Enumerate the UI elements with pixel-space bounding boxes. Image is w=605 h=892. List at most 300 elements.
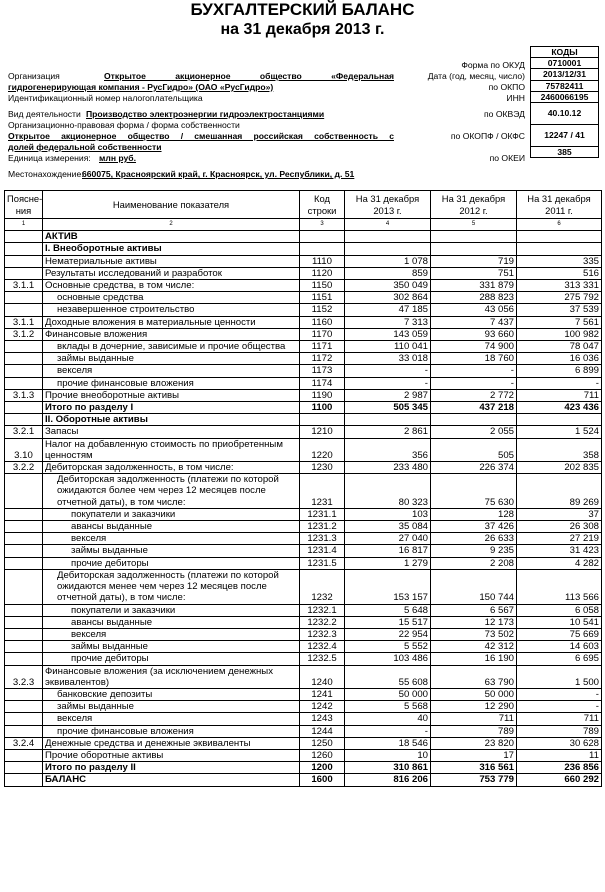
indicator-name-cell: Запасы [43, 426, 300, 438]
note-cell [5, 508, 43, 520]
value-2011-cell: 275 792 [517, 292, 602, 304]
note-cell [5, 701, 43, 713]
value-2012-cell: 12 173 [431, 616, 517, 628]
table-row [5, 474, 602, 509]
table-row [5, 749, 602, 761]
line-code-cell: 1171 [300, 341, 345, 353]
indicator-name-cell: прочие финансовые вложения [43, 725, 300, 737]
value-2011-cell: 27 219 [517, 533, 602, 545]
indicator-name-cell: займы выданные [43, 641, 300, 653]
table-row [5, 641, 602, 653]
value-2011-cell: 26 308 [517, 521, 602, 533]
value-2011-cell: 236 856 [517, 762, 602, 774]
note-cell [5, 402, 43, 414]
note-cell [5, 231, 43, 243]
indicator-name-cell: займы выданные [43, 545, 300, 557]
indicator-name-cell: незавершенное строительство [43, 304, 300, 316]
table-row [5, 231, 602, 243]
table-row [5, 628, 602, 640]
value-2013-cell: 816 206 [345, 774, 431, 786]
value-2012-cell: 331 879 [431, 280, 517, 292]
table-row [5, 508, 602, 520]
value-2011-cell: 789 [517, 725, 602, 737]
value-2011-cell: 75 669 [517, 628, 602, 640]
note-cell [5, 304, 43, 316]
value-2011-cell: - [517, 688, 602, 700]
note-cell [5, 688, 43, 700]
value-2012-cell [431, 414, 517, 426]
table-row [5, 701, 602, 713]
value-2012-cell: 753 779 [431, 774, 517, 786]
value-2012-cell: 2 772 [431, 389, 517, 401]
indicator-name-cell: АКТИВ [43, 231, 300, 243]
indicator-name-cell: Налог на добавленную стоимость по приобретенным ценностям [43, 438, 300, 461]
indicator-name-cell: вклады в дочерние, зависимые и прочие общества [43, 341, 300, 353]
note-cell [5, 243, 43, 255]
indicator-name-cell: векселя [43, 365, 300, 377]
codes-table [530, 46, 599, 158]
note-cell: 3.1.3 [5, 389, 43, 401]
table-row [5, 737, 602, 749]
code-okved: 40.10.12 [531, 102, 599, 124]
table-row [5, 545, 602, 557]
activity-value: Производство электроэнергии гидроэлектростанциями [86, 109, 325, 119]
value-2011-cell: 16 036 [517, 353, 602, 365]
document-title: БУХГАЛТЕРСКИЙ БАЛАНС [190, 0, 415, 19]
header-line-code: Код строки [300, 191, 345, 219]
line-code-cell: 1231 [300, 474, 345, 509]
value-2012-cell: 23 820 [431, 737, 517, 749]
value-2012-cell: 50 000 [431, 688, 517, 700]
line-code-cell: 1600 [300, 774, 345, 786]
value-2013-cell: 33 018 [345, 353, 431, 365]
line-code-cell: 1172 [300, 353, 345, 365]
value-2013-cell: 7 313 [345, 316, 431, 328]
value-2013-cell: 40 [345, 713, 431, 725]
table-row [5, 402, 602, 414]
index-cell: 4 [345, 219, 431, 231]
note-cell [5, 641, 43, 653]
note-cell: 3.10 [5, 438, 43, 461]
value-2011-cell: 31 423 [517, 545, 602, 557]
value-2013-cell: 1 279 [345, 557, 431, 569]
line-code-cell: 1232.1 [300, 604, 345, 616]
value-2012-cell: 74 900 [431, 341, 517, 353]
value-2013-cell: 302 864 [345, 292, 431, 304]
value-2013-cell: 2 987 [345, 389, 431, 401]
note-cell [5, 255, 43, 267]
line-code-cell: 1231.1 [300, 508, 345, 520]
line-code-cell: 1242 [300, 701, 345, 713]
value-2012-cell: - [431, 365, 517, 377]
note-cell [5, 569, 43, 604]
note-cell: 3.2.4 [5, 737, 43, 749]
indicator-name-cell: Финансовые вложения (за исключением денежных эквивалентов) [43, 665, 300, 688]
table-row [5, 438, 602, 461]
address-label: Местонахождение: [8, 169, 84, 179]
value-2013-cell [345, 231, 431, 243]
line-code-cell: 1232.4 [300, 641, 345, 653]
value-2013-cell: 22 954 [345, 628, 431, 640]
table-row [5, 688, 602, 700]
value-2012-cell: 226 374 [431, 462, 517, 474]
label-inn: ИНН [506, 93, 525, 103]
legal-form-line1: Открытое акционерное общество / смешанная российская собственность с [8, 131, 394, 141]
note-cell [5, 267, 43, 279]
value-2011-cell: 1 500 [517, 665, 602, 688]
activity-label: Вид деятельности [8, 109, 81, 119]
address-value: 660075, Красноярский край, г. Красноярск, ул. Республики, д. 51 [82, 169, 355, 179]
code-okpo: 75782411 [531, 80, 599, 91]
note-cell [5, 713, 43, 725]
note-cell [5, 774, 43, 786]
line-code-cell: 1150 [300, 280, 345, 292]
header-indicator: Наименование показателя [43, 191, 300, 219]
table-row [5, 665, 602, 688]
value-2013-cell: 5 552 [345, 641, 431, 653]
label-okei: по ОКЕИ [489, 153, 525, 163]
index-cell: 5 [431, 219, 517, 231]
value-2012-cell: 12 290 [431, 701, 517, 713]
line-code-cell: 1231.2 [300, 521, 345, 533]
line-code-cell [300, 414, 345, 426]
value-2013-cell: 27 040 [345, 533, 431, 545]
value-2011-cell: 37 [517, 508, 602, 520]
indicator-name-cell: Основные средства, в том числе: [43, 280, 300, 292]
value-2013-cell: - [345, 725, 431, 737]
line-code-cell: 1232 [300, 569, 345, 604]
note-cell [5, 414, 43, 426]
value-2013-cell: 356 [345, 438, 431, 461]
value-2013-cell: 103 [345, 508, 431, 520]
table-row [5, 377, 602, 389]
note-cell [5, 365, 43, 377]
value-2012-cell: 789 [431, 725, 517, 737]
value-2012-cell: 93 660 [431, 328, 517, 340]
org-name-line2: гидрогенерирующая компания - РусГидро» (ОАО «РусГидро») [8, 82, 274, 92]
header-2013: На 31 декабря 2013 г. [345, 191, 431, 219]
value-2012-cell: 316 561 [431, 762, 517, 774]
line-code-cell: 1231.4 [300, 545, 345, 557]
value-2011-cell: - [517, 701, 602, 713]
note-cell: 3.1.2 [5, 328, 43, 340]
value-2013-cell: 80 323 [345, 474, 431, 509]
value-2013-cell: 310 861 [345, 762, 431, 774]
value-2011-cell: 335 [517, 255, 602, 267]
legal-form-label: Организационно-правовая форма / форма собственности [8, 120, 240, 130]
value-2012-cell: 42 312 [431, 641, 517, 653]
value-2011-cell [517, 414, 602, 426]
table-row [5, 304, 602, 316]
label-okopf: по ОКОПФ / ОКФС [450, 131, 525, 141]
value-2011-cell: 358 [517, 438, 602, 461]
indicator-name-cell: основные средства [43, 292, 300, 304]
value-2013-cell: 2 861 [345, 426, 431, 438]
value-2011-cell: 516 [517, 267, 602, 279]
value-2012-cell: 7 437 [431, 316, 517, 328]
indicator-name-cell: Финансовые вложения [43, 328, 300, 340]
table-row [5, 280, 602, 292]
indicator-name-cell: Прочие внеоборотные активы [43, 389, 300, 401]
value-2013-cell: 15 517 [345, 616, 431, 628]
value-2011-cell: 6 058 [517, 604, 602, 616]
line-code-cell: 1232.5 [300, 653, 345, 665]
value-2011-cell: 100 982 [517, 328, 602, 340]
code-okud: 0710001 [531, 58, 599, 69]
indicator-name-cell: Дебиторская задолженность (платежи по которой ожидаются менее чем через 12 месяцев после отчетной даты), в том числе: [43, 569, 300, 604]
indicator-name-cell: покупатели и заказчики [43, 604, 300, 616]
note-cell [5, 762, 43, 774]
line-code-cell: 1231.3 [300, 533, 345, 545]
value-2011-cell: 14 603 [517, 641, 602, 653]
table-row [5, 762, 602, 774]
indicator-name-cell: Прочие оборотные активы [43, 749, 300, 761]
note-cell [5, 533, 43, 545]
note-cell: 3.2.3 [5, 665, 43, 688]
value-2012-cell: 63 790 [431, 665, 517, 688]
value-2011-cell: 1 524 [517, 426, 602, 438]
table-row [5, 353, 602, 365]
line-code-cell [300, 243, 345, 255]
table-row [5, 616, 602, 628]
codes-header: КОДЫ [531, 47, 599, 58]
indicator-name-cell: векселя [43, 533, 300, 545]
header-notes: Поясне-ния [5, 191, 43, 219]
value-2012-cell: 9 235 [431, 545, 517, 557]
note-cell [5, 377, 43, 389]
value-2013-cell: 103 486 [345, 653, 431, 665]
line-code-cell: 1243 [300, 713, 345, 725]
value-2011-cell: 202 835 [517, 462, 602, 474]
indicator-name-cell: прочие дебиторы [43, 653, 300, 665]
line-code-cell: 1220 [300, 438, 345, 461]
note-cell: 3.1.1 [5, 316, 43, 328]
value-2013-cell: 35 084 [345, 521, 431, 533]
table-row [5, 713, 602, 725]
value-2013-cell: - [345, 365, 431, 377]
value-2012-cell: 75 630 [431, 474, 517, 509]
value-2012-cell: 751 [431, 267, 517, 279]
index-cell: 6 [517, 219, 602, 231]
line-code-cell: 1200 [300, 762, 345, 774]
value-2012-cell: 288 823 [431, 292, 517, 304]
value-2012-cell: 37 426 [431, 521, 517, 533]
table-row [5, 426, 602, 438]
note-cell [5, 474, 43, 509]
table-row [5, 365, 602, 377]
indicator-name-cell: прочие дебиторы [43, 557, 300, 569]
value-2013-cell: 233 480 [345, 462, 431, 474]
line-code-cell: 1100 [300, 402, 345, 414]
indicator-name-cell: Итого по разделу II [43, 762, 300, 774]
table-row [5, 389, 602, 401]
note-cell: 3.2.2 [5, 462, 43, 474]
table-row [5, 243, 602, 255]
value-2011-cell: 10 541 [517, 616, 602, 628]
indicator-name-cell: Результаты исследований и разработок [43, 267, 300, 279]
value-2012-cell: 43 056 [431, 304, 517, 316]
indicator-name-cell: займы выданные [43, 701, 300, 713]
indicator-name-cell: авансы выданные [43, 521, 300, 533]
index-cell: 2 [43, 219, 300, 231]
note-cell [5, 557, 43, 569]
value-2013-cell: 153 157 [345, 569, 431, 604]
note-cell [5, 353, 43, 365]
value-2012-cell: 2 055 [431, 426, 517, 438]
table-row [5, 653, 602, 665]
note-cell [5, 616, 43, 628]
value-2013-cell: 1 078 [345, 255, 431, 267]
table-row [5, 604, 602, 616]
value-2011-cell: 6 899 [517, 365, 602, 377]
line-code-cell: 1120 [300, 267, 345, 279]
inn-label: Идентификационный номер налогоплательщика [8, 93, 203, 103]
document-subtitle: на 31 декабря 2013 г. [220, 21, 385, 38]
line-code-cell: 1110 [300, 255, 345, 267]
value-2011-cell: 711 [517, 389, 602, 401]
value-2013-cell: 5 568 [345, 701, 431, 713]
value-2012-cell: 2 208 [431, 557, 517, 569]
line-code-cell: 1170 [300, 328, 345, 340]
value-2012-cell: 26 633 [431, 533, 517, 545]
note-cell [5, 628, 43, 640]
line-code-cell: 1241 [300, 688, 345, 700]
line-code-cell: 1174 [300, 377, 345, 389]
table-row [5, 414, 602, 426]
indicator-name-cell: векселя [43, 713, 300, 725]
note-cell [5, 749, 43, 761]
line-code-cell: 1232.2 [300, 616, 345, 628]
unit-value: млн руб. [99, 153, 137, 163]
label-okpo: по ОКПО [488, 82, 525, 92]
value-2013-cell [345, 243, 431, 255]
label-okud: Форма по ОКУД [461, 60, 525, 70]
label-date: Дата (год, месяц, число) [427, 71, 525, 81]
table-row [5, 533, 602, 545]
table-row [5, 341, 602, 353]
value-2011-cell [517, 243, 602, 255]
label-okved: по ОКВЭД [484, 109, 525, 119]
value-2013-cell: 505 345 [345, 402, 431, 414]
value-2012-cell: 128 [431, 508, 517, 520]
table-row [5, 569, 602, 604]
value-2012-cell: 437 218 [431, 402, 517, 414]
value-2012-cell: 16 190 [431, 653, 517, 665]
value-2013-cell [345, 414, 431, 426]
table-row [5, 255, 602, 267]
value-2012-cell [431, 231, 517, 243]
value-2013-cell: 18 546 [345, 737, 431, 749]
note-cell: 3.1.1 [5, 280, 43, 292]
value-2012-cell: 150 744 [431, 569, 517, 604]
table-row [5, 316, 602, 328]
value-2013-cell: 10 [345, 749, 431, 761]
line-code-cell: 1160 [300, 316, 345, 328]
value-2011-cell: 6 695 [517, 653, 602, 665]
line-code-cell: 1232.3 [300, 628, 345, 640]
value-2011-cell: - [517, 377, 602, 389]
note-cell [5, 521, 43, 533]
value-2011-cell: 89 269 [517, 474, 602, 509]
line-code-cell: 1173 [300, 365, 345, 377]
indicator-name-cell: займы выданные [43, 353, 300, 365]
value-2012-cell: 73 502 [431, 628, 517, 640]
table-row [5, 774, 602, 786]
header-2012: На 31 декабря 2012 г. [431, 191, 517, 219]
value-2011-cell: 37 539 [517, 304, 602, 316]
value-2013-cell: 55 608 [345, 665, 431, 688]
value-2012-cell: 18 760 [431, 353, 517, 365]
line-code-cell: 1152 [300, 304, 345, 316]
value-2012-cell: 6 567 [431, 604, 517, 616]
table-row [5, 557, 602, 569]
note-cell [5, 653, 43, 665]
value-2013-cell: 47 185 [345, 304, 431, 316]
indicator-name-cell: Доходные вложения в материальные ценности [43, 316, 300, 328]
note-cell [5, 341, 43, 353]
value-2011-cell [517, 231, 602, 243]
value-2011-cell: 113 566 [517, 569, 602, 604]
value-2011-cell: 313 331 [517, 280, 602, 292]
value-2013-cell: 5 648 [345, 604, 431, 616]
table-row [5, 328, 602, 340]
indicator-name-cell: Дебиторская задолженность (платежи по которой ожидаются более чем через 12 месяцев после отчетной даты), в том числе: [43, 474, 300, 509]
table-row [5, 521, 602, 533]
value-2011-cell: 30 628 [517, 737, 602, 749]
line-code-cell: 1250 [300, 737, 345, 749]
value-2012-cell: 505 [431, 438, 517, 461]
code-inn: 2460066195 [531, 91, 599, 102]
value-2013-cell: 859 [345, 267, 431, 279]
indicator-name-cell: I. Внеоборотные активы [43, 243, 300, 255]
value-2012-cell: - [431, 377, 517, 389]
line-code-cell: 1190 [300, 389, 345, 401]
indicator-name-cell: II. Оборотные активы [43, 414, 300, 426]
table-row [5, 725, 602, 737]
org-name-line1: Открытое акционерное общество «Федеральная [104, 71, 394, 81]
note-cell [5, 604, 43, 616]
indicator-name-cell: Итого по разделу I [43, 402, 300, 414]
line-code-cell: 1240 [300, 665, 345, 688]
note-cell [5, 545, 43, 557]
value-2013-cell: 50 000 [345, 688, 431, 700]
indicator-name-cell: БАЛАНС [43, 774, 300, 786]
indicator-name-cell: Денежные средства и денежные эквиваленты [43, 737, 300, 749]
indicator-name-cell: векселя [43, 628, 300, 640]
value-2011-cell: 11 [517, 749, 602, 761]
indicator-name-cell: Дебиторская задолженность, в том числе: [43, 462, 300, 474]
org-label: Организация [8, 71, 60, 81]
indicator-name-cell: авансы выданные [43, 616, 300, 628]
note-cell: 3.2.1 [5, 426, 43, 438]
table-row [5, 267, 602, 279]
indicator-name-cell: прочие финансовые вложения [43, 377, 300, 389]
value-2013-cell: 110 041 [345, 341, 431, 353]
value-2011-cell: 660 292 [517, 774, 602, 786]
value-2013-cell: 350 049 [345, 280, 431, 292]
unit-label: Единица измерения: [8, 153, 91, 163]
table-row [5, 462, 602, 474]
line-code-cell: 1151 [300, 292, 345, 304]
balance-table [4, 190, 602, 787]
value-2011-cell: 78 047 [517, 341, 602, 353]
legal-form-line2: долей федеральной собственности [8, 142, 162, 152]
indicator-name-cell: банковские депозиты [43, 688, 300, 700]
line-code-cell: 1210 [300, 426, 345, 438]
value-2011-cell: 423 436 [517, 402, 602, 414]
value-2012-cell: 719 [431, 255, 517, 267]
value-2011-cell: 711 [517, 713, 602, 725]
